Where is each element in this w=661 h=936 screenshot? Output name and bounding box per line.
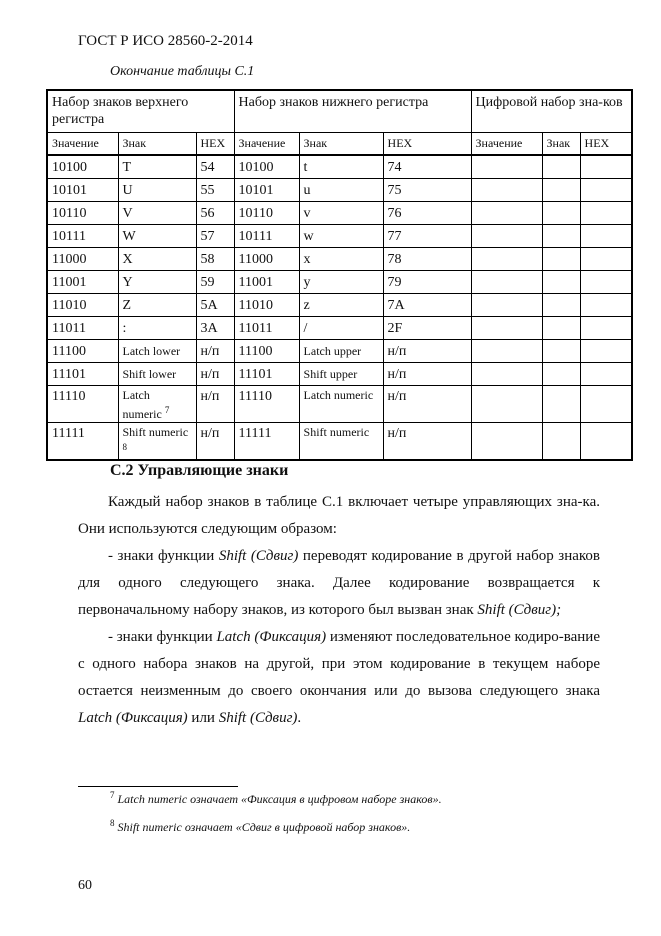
table-cell [47,248,118,271]
cell-text: W [122,228,136,244]
table-cell [118,363,196,386]
table-row [47,363,632,386]
cell-text: н/п [200,426,220,441]
table-cell [118,225,196,248]
table-cell [234,317,299,340]
col-header: Знак [299,133,383,156]
cell-text: 10101 [52,182,87,198]
table-cell [196,271,234,294]
table-cell [118,386,196,423]
table-row [47,225,632,248]
table-cell [580,271,632,294]
table-cell [383,294,471,317]
page-number: 60 [78,878,92,893]
table-row [47,155,632,179]
emphasis: Latch (Фиксация) [78,710,188,726]
footnote-text: Latch numeric означает «Фиксация в цифровом наборе знаков». [117,792,442,806]
table-row [47,248,632,271]
table-cell [47,423,118,461]
cell-text: Shift lower [122,366,177,381]
table-cell [383,155,471,179]
cell-text: v [303,205,311,221]
table-cell [299,202,383,225]
paragraph-intro: Каждый набор знаков в таблице С.1 включает четыре управляющих зна-ка. Они используются следующим образом: [78,494,600,537]
table-cell [542,225,580,248]
table-cell [542,386,580,423]
cell-text: 11101 [238,366,273,382]
table-cell [383,363,471,386]
table-row [47,202,632,225]
footnote-ref: 7 [164,405,170,415]
table-cell [542,294,580,317]
cell-text: 11110 [238,389,272,404]
cell-text: Shift upper [303,366,358,381]
table-cell [196,317,234,340]
table-body [47,155,632,460]
table-cell [299,225,383,248]
table-cell [234,179,299,202]
table-row [47,271,632,294]
table-cell [383,340,471,363]
cell-text: 56 [200,205,215,221]
cell-text: w [303,228,314,244]
table-cell [196,294,234,317]
emphasis: Shift (Сдвиг); [477,602,562,618]
text: изменяют последовательное кодиро-вание с одного набора знаков на другой, при этом кодирование в текущем наборе остается неизменным до своего окончания или до вызова следующего знака [78,629,600,699]
paragraph-latch [78,624,600,732]
table-cell [196,155,234,179]
table-cell [196,248,234,271]
table-cell [196,340,234,363]
footnote-ref: 8 [122,442,127,452]
cell-text: 11000 [238,251,274,267]
table-cell [299,271,383,294]
table-cell [299,386,383,423]
table-cell [47,155,118,179]
group-header-upper: Набор знаков верхнего регистра [47,90,234,133]
table-cell [118,340,196,363]
cell-text: 76 [387,205,402,221]
table-cell [234,386,299,423]
cell-text: 2F [387,320,403,336]
cell-text: 54 [200,159,215,175]
table-cell [471,179,542,202]
cell-text: 11011 [52,320,86,336]
table-cell [383,423,471,461]
table-cell [542,363,580,386]
cell-text: н/п [200,389,220,404]
table-cell [196,363,234,386]
table-cell [471,363,542,386]
footnote-divider [78,786,238,787]
table-cell [234,423,299,461]
table-caption: Окончание таблицы С.1 [110,64,255,79]
table-cell [542,423,580,461]
col-header: Значение [47,133,118,156]
group-header-lower: Набор знаков нижнего регистра [234,90,471,133]
table-cell [196,179,234,202]
cell-text: 59 [200,274,215,290]
section-title: С.2 Управляющие знаки [110,462,289,479]
cell-text: 74 [387,159,402,175]
table-cell [118,202,196,225]
table-cell [580,317,632,340]
text: . [297,710,302,726]
cell-text: 5A [200,297,218,313]
cell-text: н/п [200,366,220,382]
table-row [47,386,632,423]
col-header: HEX [196,133,234,156]
cell-text: T [122,159,132,175]
cell-text: x [303,251,311,267]
table-cell [542,317,580,340]
table-cell [118,179,196,202]
table-cell [299,340,383,363]
cell-text: 10100 [52,159,87,175]
table-cell [47,340,118,363]
text: - знаки функции [108,548,219,564]
table-cell [471,248,542,271]
cell-text: 11011 [238,320,273,336]
table-cell [580,386,632,423]
table-cell [47,317,118,340]
cell-text: 11111 [52,426,85,441]
table-row [47,294,632,317]
cell-text: 77 [387,228,402,244]
emphasis: Shift (Сдвиг) [218,710,298,726]
table-cell [471,271,542,294]
table-cell [118,271,196,294]
table-cell [580,248,632,271]
table-cell [47,386,118,423]
cell-text: н/п [387,343,407,359]
cell-text: 58 [200,251,215,267]
cell-text: 11000 [52,251,87,267]
cell-text: : [122,320,127,336]
cell-text: U [122,182,133,198]
cell-text: 10110 [238,205,274,221]
text: или [187,710,219,726]
emphasis: Latch (Фиксация) [216,629,327,645]
cell-text: Latch lower [122,343,181,358]
col-header: HEX [383,133,471,156]
document-header: ГОСТ Р ИСО 28560-2-2014 [78,33,253,49]
col-header: Значение [234,133,299,156]
table-cell [196,202,234,225]
emphasis: Shift (Сдвиг) [218,548,299,564]
col-header: Значение [471,133,542,156]
cell-text: 10101 [238,182,274,198]
cell-text: н/п [387,366,407,382]
table-cell [299,294,383,317]
cell-text: Latch numeric [122,388,162,421]
table-cell [471,386,542,423]
cell-text: Shift numeric [122,425,189,439]
table-cell [471,317,542,340]
table-cell [47,363,118,386]
cell-text: 11100 [238,343,273,359]
cell-text: t [303,159,308,175]
table-cell [47,294,118,317]
cell-text: 10110 [52,205,87,221]
character-set-table [46,89,633,461]
table-cell [471,155,542,179]
column-headers [47,133,632,156]
cell-text: X [122,251,133,267]
cell-text: 11111 [238,426,272,441]
table-cell [234,155,299,179]
table-cell [234,271,299,294]
cell-text: 57 [200,228,215,244]
group-header-numeric: Цифровой набор зна-ков [471,90,632,133]
table-cell [234,363,299,386]
cell-text: н/п [200,343,220,359]
cell-text: 11010 [238,297,274,313]
paragraph-shift [78,543,600,624]
table-cell [542,271,580,294]
table-cell [580,423,632,461]
footnote-8 [110,818,410,835]
table-cell [234,225,299,248]
table-cell [234,340,299,363]
table-cell [47,179,118,202]
cell-text: 3A [200,320,218,336]
table-cell [542,155,580,179]
cell-text: 11101 [52,366,86,382]
cell-text: Latch numeric [303,388,374,402]
cell-text: 11001 [238,274,274,290]
table-cell [383,386,471,423]
table-cell [118,294,196,317]
cell-text: 10100 [238,159,274,175]
table-cell [299,363,383,386]
table-cell [47,271,118,294]
table-cell [580,155,632,179]
cell-text: 79 [387,274,402,290]
footnote-number: 8 [110,818,115,828]
table-cell [299,423,383,461]
table-cell [118,248,196,271]
col-header: Знак [542,133,580,156]
cell-text: 78 [387,251,402,267]
table-cell [118,155,196,179]
table-cell [580,294,632,317]
cell-text: н/п [387,426,407,441]
table-cell [580,202,632,225]
table-cell [47,202,118,225]
cell-text: 7A [387,297,405,313]
table-cell [580,225,632,248]
table-cell [383,248,471,271]
table-cell [234,202,299,225]
table-cell [580,363,632,386]
table-cell [542,179,580,202]
table-cell [299,155,383,179]
cell-text: V [122,205,133,221]
footnote-7 [110,790,442,807]
table-cell [299,248,383,271]
table-cell [580,340,632,363]
table-cell [542,202,580,225]
table-cell [196,423,234,461]
table-cell [196,225,234,248]
col-header: HEX [580,133,632,156]
table-row [47,179,632,202]
cell-text: 11010 [52,297,87,313]
table-cell [471,340,542,363]
table-cell [118,423,196,461]
table-row [47,340,632,363]
table-cell [299,317,383,340]
cell-text: z [303,297,310,313]
cell-text: / [303,320,308,336]
cell-text: y [303,274,311,290]
text: - знаки функции [108,629,217,645]
table-row [47,317,632,340]
footnote-text: Shift numeric означает «Сдвиг в цифровой набор знаков». [117,820,411,834]
table-cell [234,248,299,271]
cell-text: 10111 [52,228,86,244]
table-cell [234,294,299,317]
cell-text: 55 [200,182,215,198]
cell-text: 11100 [52,343,86,359]
table-cell [383,317,471,340]
table-cell [580,179,632,202]
table-cell [542,248,580,271]
table-cell [118,317,196,340]
cell-text: 10111 [238,228,273,244]
cell-text: 75 [387,182,402,198]
table-cell [47,225,118,248]
cell-text: Z [122,297,132,313]
table-cell [383,225,471,248]
cell-text: Y [122,274,133,290]
table-cell [471,225,542,248]
table-cell [471,202,542,225]
cell-text: u [303,182,311,198]
table-row [47,423,632,461]
table-cell [542,340,580,363]
footnote-number: 7 [110,790,115,800]
table-cell [196,386,234,423]
table-cell [299,179,383,202]
table-cell [383,202,471,225]
table-cell [383,179,471,202]
col-header: Знак [118,133,196,156]
cell-text: н/п [387,389,407,404]
table-cell [383,271,471,294]
table-cell [471,294,542,317]
cell-text: Latch upper [303,343,362,358]
table-cell [471,423,542,461]
cell-text: 11110 [52,389,86,404]
cell-text: Shift numeric [303,425,370,439]
cell-text: 11001 [52,274,87,290]
text: переводят кодирование в другой набор знаков для одного следующего знака. Далее кодирование возвращается к первоначальному набору знаков, из которого был вызван знак [78,548,601,618]
